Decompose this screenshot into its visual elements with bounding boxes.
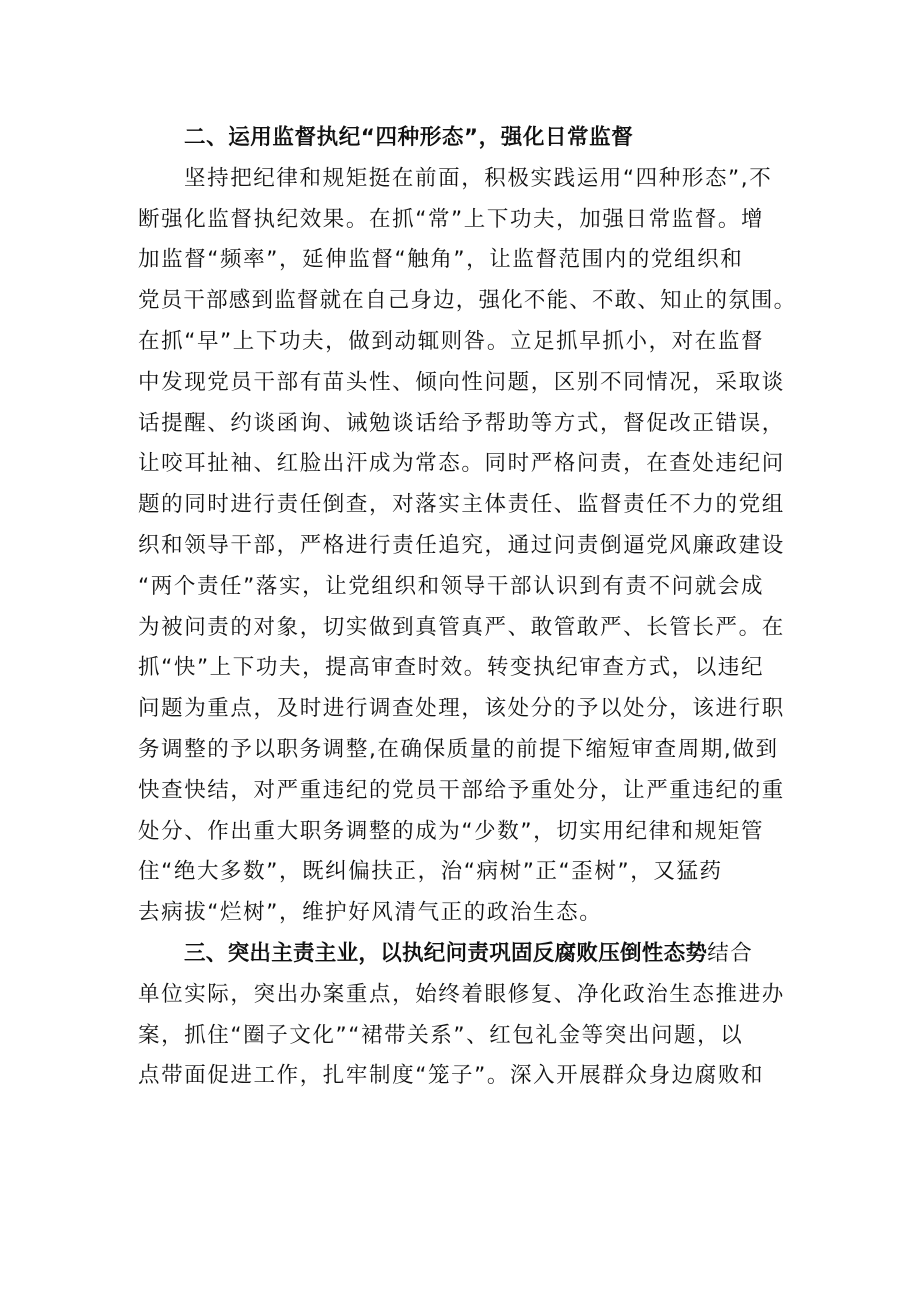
section-3-heading: 三、突出主责主业，以执纪问责巩固反腐败压倒性态势 [184,940,708,966]
paragraph-line: “两个责任”落实，让党组织和领导干部认识到有责不问就会成 [138,573,765,599]
paragraph-line: 为被问责的对象，切实做到真管真严、敢管敢严、长管长严。在 [138,614,785,640]
paragraph-line: 坚持把纪律和规矩挺在前面，积极实践运用“四种形态”,不 [184,165,773,191]
paragraph-line: 去病拔“烂树”，维护好风清气正的政治生态。 [138,900,603,926]
section-2-heading: 二、运用监督执纪“四种形态”，强化日常监督 [184,125,634,150]
section-3-first-line [138,934,798,975]
paragraph-text: 结合 [707,940,754,966]
paragraph-line: 住“绝大多数”，既纠偏扶正，治“病树”正“歪树”，又猛药 [138,859,723,885]
paragraph-line: 党员干部感到监督就在自己身边，强化不能、不敢、知止的氛围。 [138,288,797,314]
paragraph-line: 点带面促进工作，扎牢制度“笼子”。深入开展群众身边腐败和 [138,1063,765,1089]
section-2-paragraph [138,159,798,934]
paragraph-line: 单位实际，突出办案重点，始终着眼修复、净化政治生态推进办 [138,981,785,1007]
section-3-paragraph [138,934,798,1097]
paragraph-line: 在抓“早”上下功夫，做到动辄则咎。立足抓早抓小，对在监督 [138,328,765,354]
paragraph-line: 抓“快”上下功夫，提高审查时效。转变执纪审查方式，以违纪 [138,655,765,681]
paragraph-line: 题的同时进行责任倒查，对落实主体责任、监督责任不力的党组 [138,492,785,518]
paragraph-line: 案，抓住“圈子文化”“裙带关系”、红包礼金等突出问题，以 [138,1022,744,1048]
paragraph-line: 中发现党员干部有苗头性、倾向性问题，区别不同情况，采取谈 [138,369,785,395]
paragraph-line: 快查快结，对严重违纪的党员干部给予重处分，让严重违纪的重 [138,777,785,803]
paragraph-line: 话提醒、约谈函询、诫勉谈话给予帮助等方式，督促改正错误， [138,410,785,436]
paragraph-line: 让咬耳扯袖、红脸出汗成为常态。同时严格问责，在查处违纪问 [138,451,785,477]
paragraph-line: 断强化监督执纪效果。在抓“常”上下功夫，加强日常监督。增 [138,206,765,232]
document-body [138,118,798,1097]
paragraph-line: 务调整的予以职务调整,在确保质量的前提下缩短审查周期,做到 [138,736,779,762]
paragraph-line: 织和领导干部，严格进行责任追究，通过问责倒逼党风廉政建设 [138,532,785,558]
paragraph-line: 问题为重点，及时进行调查处理，该处分的予以处分，该进行职 [138,696,785,722]
paragraph-line: 处分、作出重大职务调整的成为“少数”，切实用纪律和规矩管 [138,818,765,844]
paragraph-line: 加监督“频率”，延伸监督“触角”，让监督范围内的党组织和 [138,247,744,273]
